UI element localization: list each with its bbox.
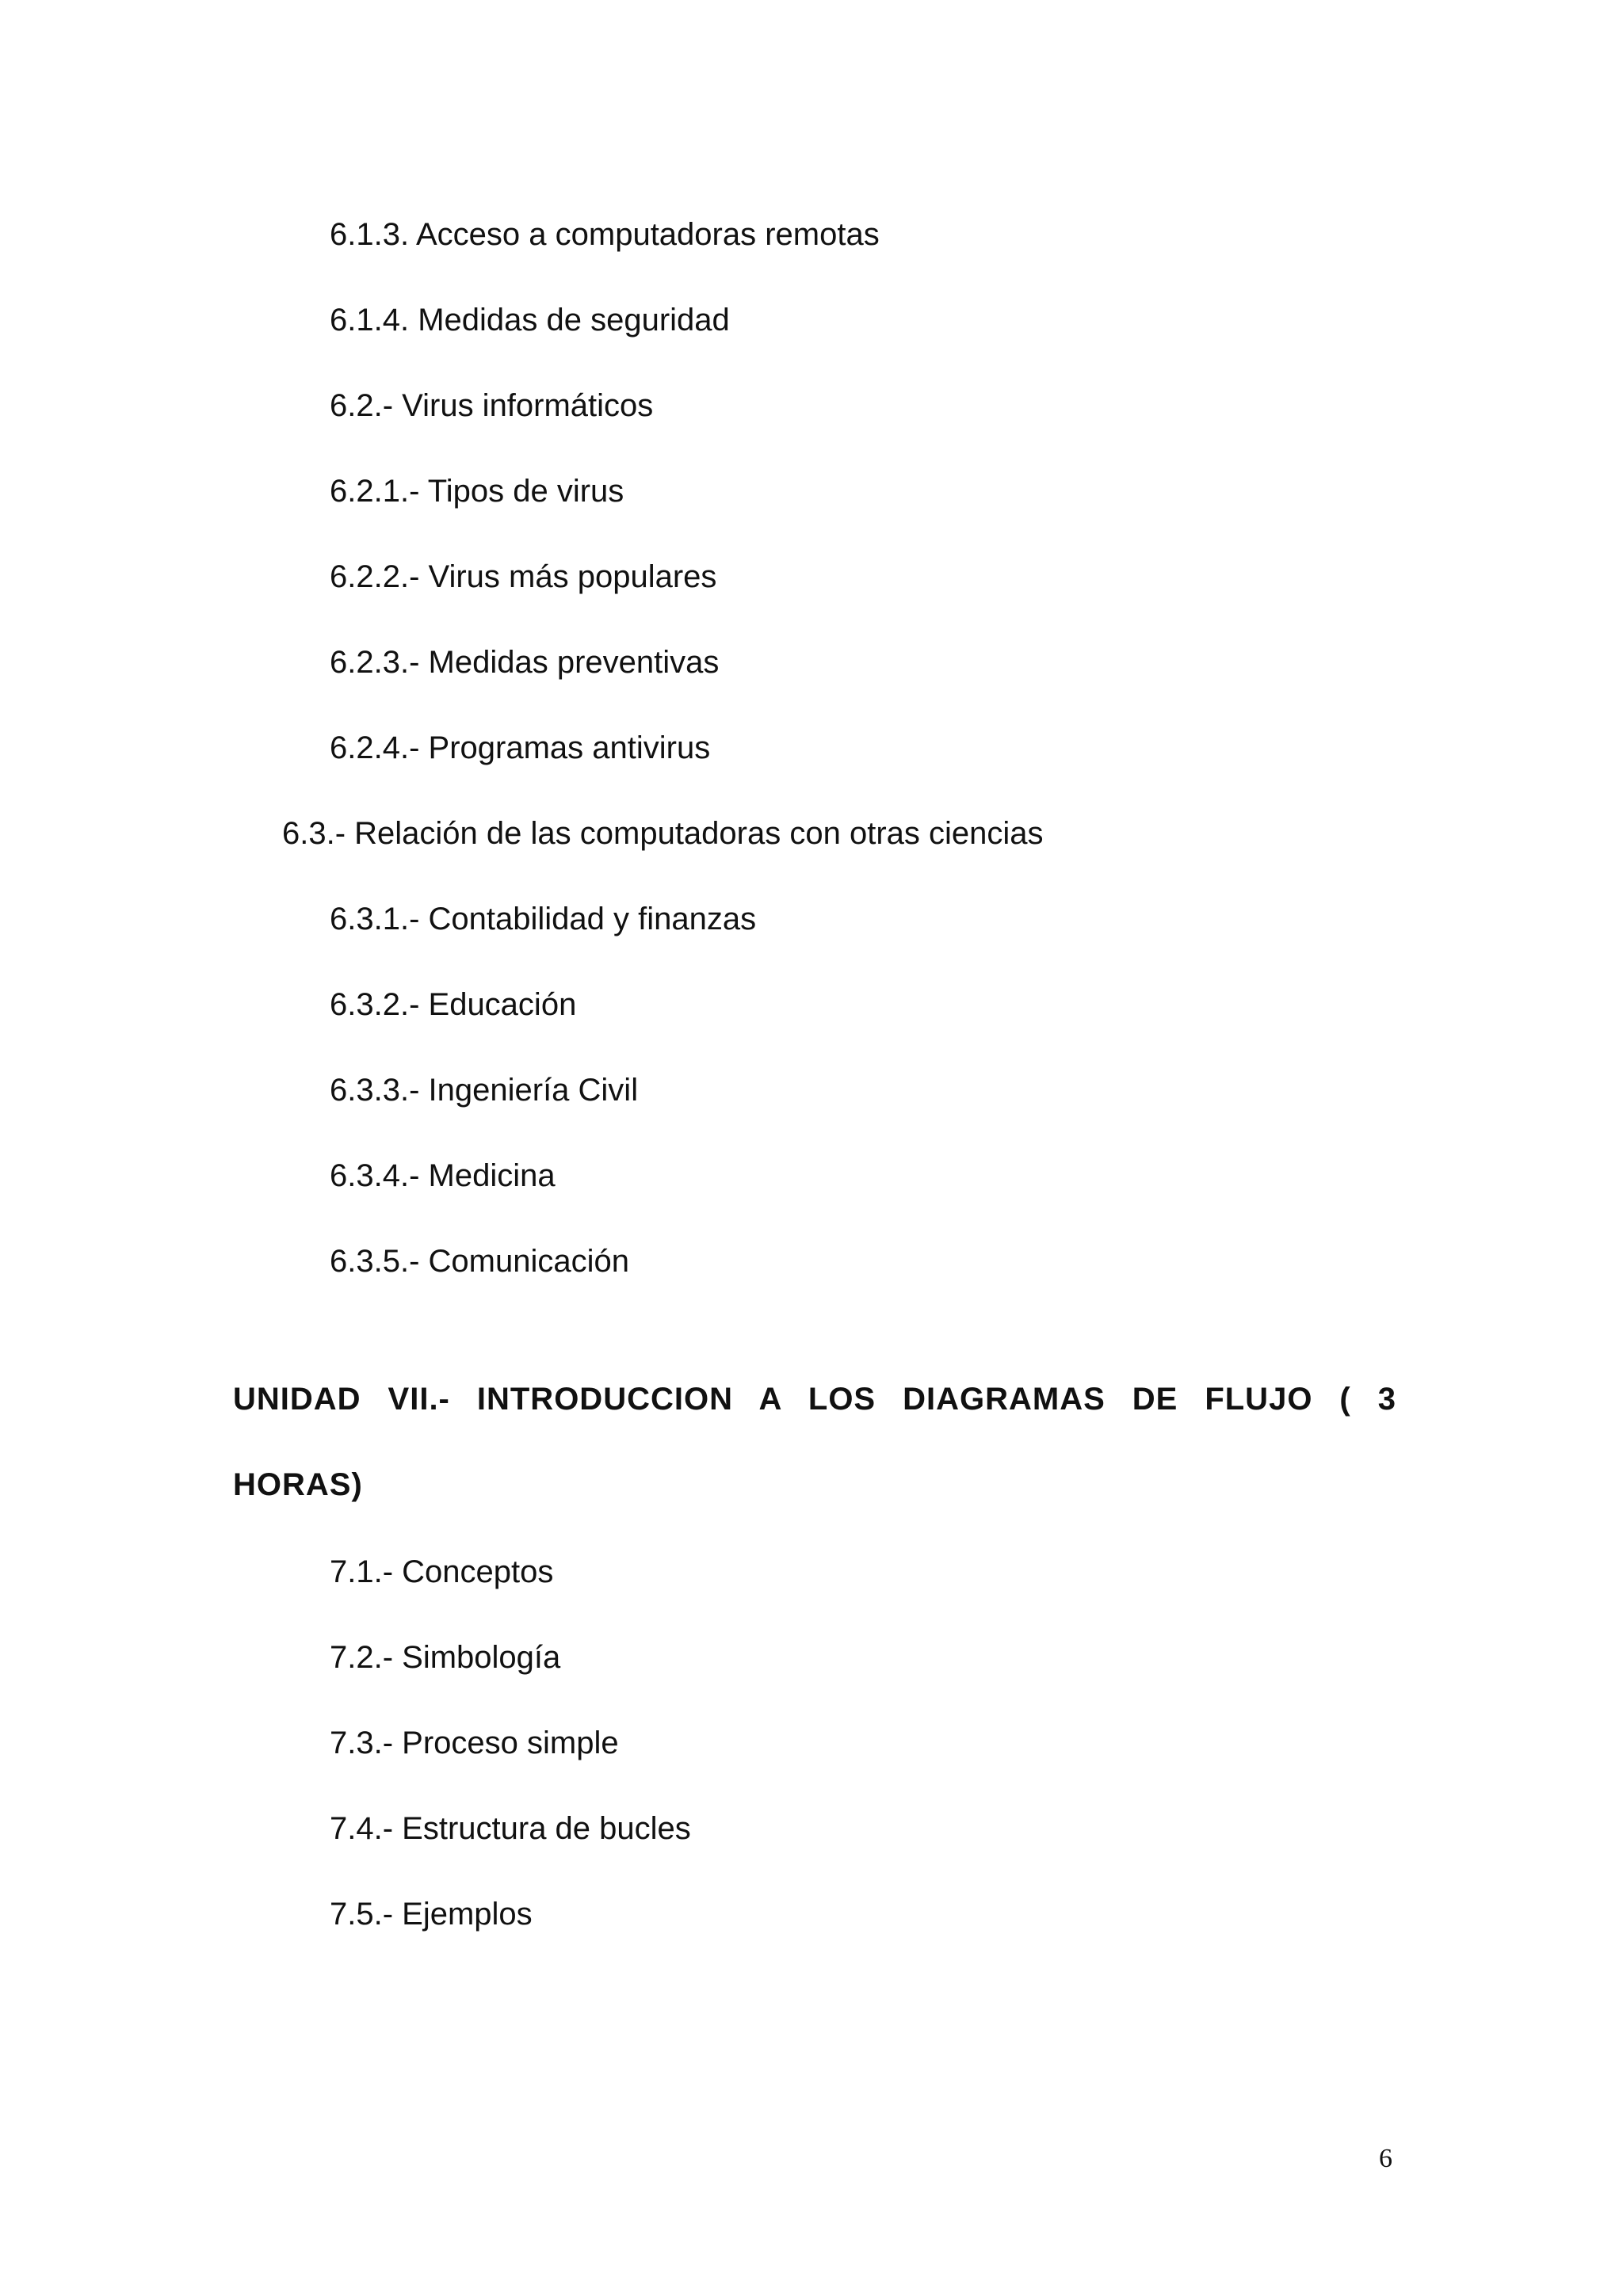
toc-item-6-3-4: 6.3.4.- Medicina: [330, 1158, 556, 1193]
toc-item-6-1-3: 6.1.3. Acceso a computadoras remotas: [330, 217, 880, 252]
toc-item-6-3: 6.3.- Relación de las computadoras con otras ciencias: [282, 816, 1044, 851]
toc-item-6-1-4: 6.1.4. Medidas de seguridad: [330, 303, 730, 338]
toc-item-7-2: 7.2.- Simbología: [330, 1640, 561, 1675]
unit-vii-heading: UNIDAD VII.- INTRODUCCION A LOS DIAGRAMAS DE FLUJO ( 3 HORAS): [233, 1382, 1396, 1502]
toc-item-6-2-4: 6.2.4.- Programas antivirus: [330, 730, 711, 765]
page-number: 6: [1379, 2144, 1392, 2173]
toc-item-6-3-2: 6.3.2.- Educación: [330, 987, 577, 1022]
toc-item-6-2: 6.2.- Virus informáticos: [330, 388, 654, 423]
toc-item-6-2-2: 6.2.2.- Virus más populares: [330, 559, 717, 594]
toc-item-6-2-3: 6.2.3.- Medidas preventivas: [330, 645, 720, 680]
toc-item-7-4: 7.4.- Estructura de bucles: [330, 1811, 691, 1846]
toc-item-6-3-3: 6.3.3.- Ingeniería Civil: [330, 1073, 639, 1108]
toc-item-6-3-5: 6.3.5.- Comunicación: [330, 1244, 629, 1279]
toc-item-6-3-1: 6.3.1.- Contabilidad y finanzas: [330, 902, 757, 936]
toc-item-7-3: 7.3.- Proceso simple: [330, 1726, 619, 1760]
toc-item-7-1: 7.1.- Conceptos: [330, 1554, 554, 1589]
toc-item-6-2-1: 6.2.1.- Tipos de virus: [330, 474, 624, 509]
toc-item-7-5: 7.5.- Ejemplos: [330, 1897, 533, 1932]
